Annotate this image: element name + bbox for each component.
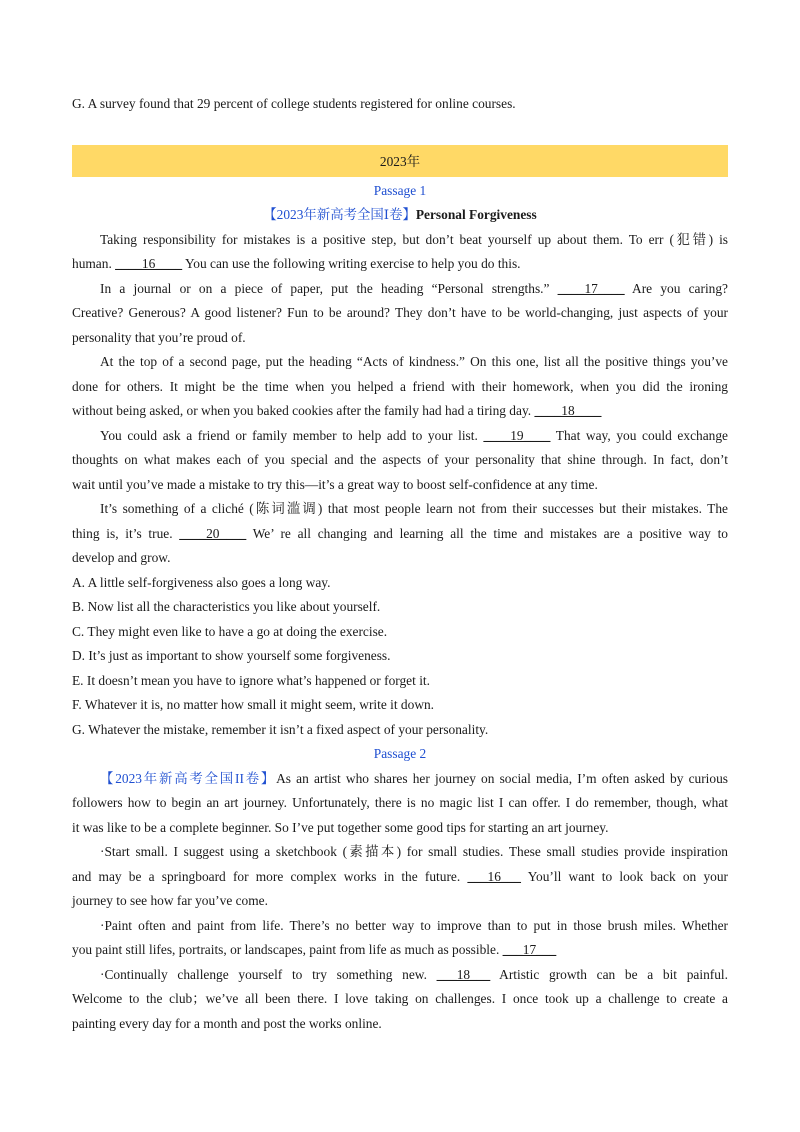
paragraph-line bbox=[72, 963, 728, 988]
blank-16: ___16___ bbox=[467, 868, 521, 884]
blank-17: ___17___ bbox=[502, 942, 557, 957]
option-g: G. Whatever the mistake, remember it isn’t a fixed aspect of your personality. bbox=[72, 721, 489, 737]
paragraph-5 bbox=[72, 497, 728, 571]
paragraph-line bbox=[72, 522, 728, 547]
text-span: ·Continually challenge yourself to try something new. bbox=[100, 966, 437, 982]
paragraph-line: done for others. It might be the time when you helped a friend with their homework, when you did the ironing bbox=[72, 378, 728, 394]
option-d: D. It’s just as important to show yourself some forgiveness. bbox=[72, 648, 391, 663]
blank-18: ___18___ bbox=[436, 966, 491, 982]
paragraph-2 bbox=[72, 277, 728, 351]
text-span: Are you caring? bbox=[624, 280, 728, 296]
paragraph-line: personality that you’re proud of. bbox=[72, 329, 246, 345]
paragraph-line: It’s something of a cliché (陈词滥调) that most people learn not from their successes but their mistakes. The bbox=[100, 501, 728, 516]
paragraph-line bbox=[72, 424, 728, 449]
text-span: You’ll want to look back on your bbox=[521, 868, 729, 884]
year-header-bar bbox=[72, 145, 728, 177]
passage-1-title-line bbox=[72, 203, 728, 228]
document-content bbox=[72, 92, 728, 1036]
paragraph-line bbox=[72, 277, 728, 302]
paragraph-line: ·Start small. I suggest using a sketchbook (素描本) for small studies. These small studies provide inspiration bbox=[100, 844, 728, 859]
paragraph-4 bbox=[72, 424, 728, 498]
option-b: B. Now list all the characteristics you like about yourself. bbox=[72, 599, 381, 614]
options-list bbox=[72, 571, 728, 743]
text-span: Artistic growth can be a bit painful. bbox=[490, 966, 728, 982]
paragraph-line: journey to see how far you’ve come. bbox=[72, 893, 268, 908]
text-span: You can use the following writing exercise to help you do this. bbox=[182, 256, 521, 271]
option-a: A. A little self-forgiveness also goes a long way. bbox=[72, 574, 331, 590]
tip-challenge bbox=[72, 963, 728, 1037]
text-span: without being asked, or when you baked cookies after the family had had a tiring day. bbox=[72, 403, 535, 418]
blank-16: ____16____ bbox=[115, 256, 183, 271]
passage-2-label: Passage 2 bbox=[373, 746, 427, 761]
passage-2-source: 【2023年新高考全国II卷】 bbox=[100, 770, 277, 786]
text-span: That way, you could exchange bbox=[550, 427, 728, 443]
text-span: As an artist who shares her journey on social media, I’m often asked by curious bbox=[276, 770, 728, 786]
text-span: human. bbox=[72, 256, 116, 271]
text-span: You could ask a friend or family member to help add to your list. bbox=[100, 427, 484, 443]
previous-option-g: G. A survey found that 29 percent of college students registered for online courses. bbox=[72, 96, 516, 111]
text-span: and may be a springboard for more complex works in the future. bbox=[72, 868, 468, 884]
paragraph-line: Welcome to the club；we’ve all been there. I love taking on challenges. I once took up a challenge to create a bbox=[72, 991, 728, 1006]
year-header-text: 2023年 bbox=[379, 154, 421, 169]
paragraph-line: develop and grow. bbox=[72, 550, 171, 565]
text-span: you paint still lifes, portraits, or landscapes, paint from life as much as possible. bbox=[72, 942, 503, 957]
text-span: In a journal or on a piece of paper, put the heading “Personal strengths.” bbox=[100, 280, 558, 296]
paragraph-line bbox=[72, 865, 728, 890]
paragraph-line bbox=[72, 938, 728, 963]
blank-18: ____18____ bbox=[534, 403, 602, 418]
option-c: C. They might even like to have a go at doing the exercise. bbox=[72, 623, 388, 639]
paragraph-line: Taking responsibility for mistakes is a positive step, but don’t beat yourself up about them. To err (犯错) is bbox=[100, 231, 728, 247]
paragraph-line: thoughts on what makes each of you special and the aspects of your personality that shine through. In fact, don’t bbox=[72, 452, 728, 467]
option-e: E. It doesn’t mean you have to ignore what’s happened or forget it. bbox=[72, 672, 430, 688]
tip-start-small bbox=[72, 840, 728, 914]
paragraph-line: wait until you’ve made a mistake to try this—it’s a great way to boost self-confidence at any time. bbox=[72, 476, 598, 492]
blank-17: ____17____ bbox=[557, 280, 625, 296]
text-span: thing is, it’s true. bbox=[72, 525, 180, 541]
paragraph-line bbox=[72, 399, 728, 424]
paragraph-line bbox=[72, 767, 728, 792]
paragraph-line: painting every day for a month and post the works online. bbox=[72, 1015, 382, 1031]
option-f: F. Whatever it is, no matter how small it might seem, write it down. bbox=[72, 697, 435, 712]
paragraph-3 bbox=[72, 350, 728, 424]
passage-1-source: 【2023年新高考全国Ⅰ卷】 bbox=[263, 207, 416, 222]
paragraph-line bbox=[72, 252, 728, 277]
blank-19: ____19____ bbox=[483, 427, 551, 443]
paragraph-line: it was like to be a complete beginner. So I’ve put together some good tips for starting an art journey. bbox=[72, 819, 609, 835]
passage-2-intro bbox=[72, 767, 728, 841]
paragraph-line: Creative? Generous? A good listener? Fun to be around? They don’t have to be world-changing, just aspects of your bbox=[72, 305, 728, 320]
text-span: We’ re all changing and learning all the time and mistakes are a positive way to bbox=[246, 525, 728, 541]
tip-paint-often bbox=[72, 914, 728, 963]
paragraph-1 bbox=[72, 228, 728, 277]
paragraph-line: At the top of a second page, put the heading “Acts of kindness.” On this one, list all the positive things you’ve bbox=[100, 354, 728, 369]
paragraph-line: ·Paint often and paint from life. There’s no better way to improve than to put in those brush miles. Whether bbox=[100, 917, 728, 933]
paragraph-line: followers how to begin an art journey. Unfortunately, there is no magic list I can offer. I do remember, though, what bbox=[72, 795, 728, 810]
blank-20: ____20____ bbox=[179, 525, 247, 541]
passage-1-title: Personal Forgiveness bbox=[415, 207, 537, 222]
passage-1-label: Passage 1 bbox=[373, 182, 427, 198]
